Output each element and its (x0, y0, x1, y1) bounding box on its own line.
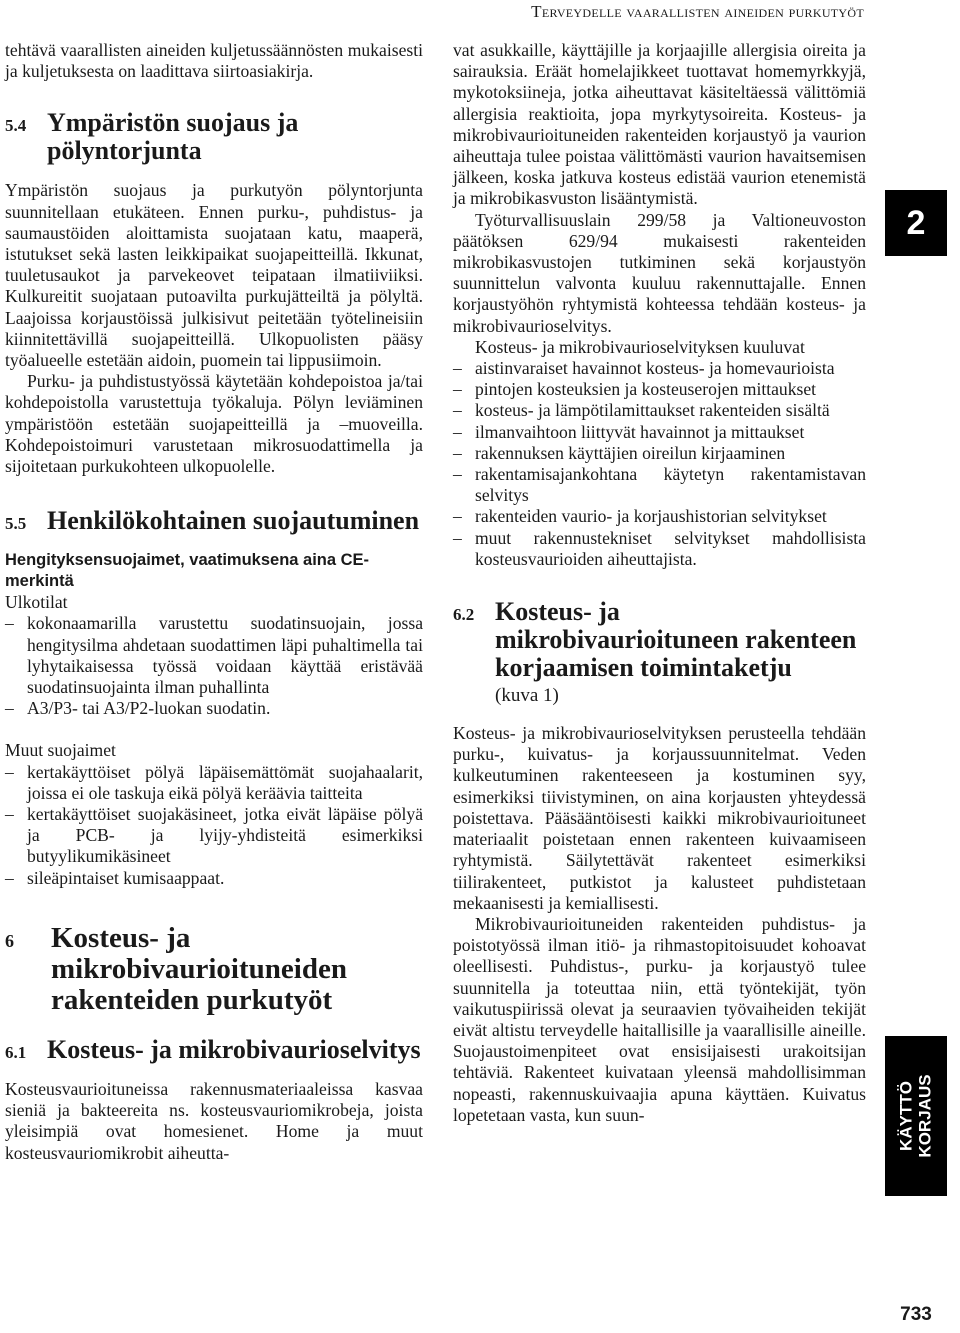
section-title: Henkilökohtainen suojautuminen (47, 506, 420, 536)
paragraph: Mikrobivaurioituneiden rakenteiden puhdistus- ja poistotyössä ilman itiö- ja rihmastopitoisuudet kohoavat oleellisesti. Puhdistus-, purku- ja korjaustyö tulee suunnitella ja toteuttaa niin, että työntekijät, työn vaikutuspiirissä olevat ja seuraavien työvaiheiden tekijät eivät altistu terveydelle haitallisille ja vaarallisille aineille. Suojaustoimenpiteet ovat ensisijaisesti urakoitsijan tehtäviä. Rakenteet kuivataan yleensä mahdollisimman nopeasti, rakennuskuivaajia apuna käyttäen. Kuivatus lopetetaan vasta, kun suun- (453, 913, 866, 1125)
list-item: – kertakäyttöiset suojakäsineet, jotka eivät läpäise pölyä ja PCB- ja lyijy-yhdisteitä esimerkiksi butyylikumikäsineet (5, 804, 423, 867)
section-title: Kosteus- ja mikrobivaurioituneen rakenteen korjaamisen toimintaketju (kuva 1) (495, 598, 866, 708)
other-protection-list (5, 762, 423, 889)
list-item: – kertakäyttöiset pölyä läpäisemättömät suojahaalarit, joissa ei ole taskuja eikä pölyä keräävia taitteita (5, 761, 423, 803)
list-item: – aistinvaraiset havainnot kosteus- ja homevaurioista (453, 358, 835, 379)
list-label: Muut suojaimet (5, 740, 116, 761)
paragraph: Ympäristön suojaus ja purkutyön pölyntorjunta suunnitellaan etukäteen. Ennen purku-, puhdistus- ja saumaustöiden aloittamista suojataan katu, maaperä, istutukset sekä lasten leikkipaikat suojapeitteillä. Ikkunat, tuuletusaukot ja parvekeovet teipataan ilmatiiviiksi. Kulkureitit suojataan putoavilta purkujätteiltä ja pölyltä. Laajoissa korjaustöissä julkisivut peitetään työtelineisiin kiinnitettävillä suojapeitteillä. Ulkopuolisten pääsy työalueelle estetään aidoin, puomein tai lippusiimoin. (5, 180, 423, 371)
list-label: Ulkotilat (5, 592, 68, 613)
list-item: – kokonaamarilla varustettu suodatinsuojain, jossa hengitysilma ahdetaan suodattimen läpi puhaltimella tai lyhytaikaisessa työssä voidaan käyttää eristävää suodatinsuojainta ilman puhallinta (5, 613, 423, 698)
left-column (5, 40, 423, 1164)
page-number: 733 (900, 1304, 932, 1325)
figure-reference: (kuva 1) (495, 685, 559, 707)
section-heading-6-2 (453, 598, 866, 708)
list-item: – rakentamisajankohtana käytetyn rakentamistavan selvitys (453, 464, 866, 506)
chapter-number: 6 (5, 930, 14, 951)
list-item: – ilmanvaihtoon liittyvät havainnot ja mittaukset (453, 421, 805, 442)
list-item: – A3/P3- tai A3/P2-luokan suodatin. (5, 698, 271, 719)
section-heading-5-4 (5, 109, 423, 165)
list-item: – muut rakennustekniset selvitykset mahdollisista kosteusvaurioiden aiheuttajista. (453, 527, 866, 569)
section-number: 6.1 (5, 1042, 27, 1062)
chapter-tab: 2 (885, 190, 947, 256)
list-item: – sileäpintaiset kumisaappaat. (5, 867, 225, 888)
paragraph: Kosteus- ja mikrobivaurioselvityksen kuuluvat (475, 336, 805, 357)
paragraph: Työturvallisuuslain 299/58 ja Valtioneuvoston päätöksen 629/94 mukaisesti rakenteiden mikrobikasvustojen tutkiminen sekä korjaustyön suunnittelun valvonta kuuluu rakennuttajalle. Ennen korjaustyöhön ryhtymistä kohteessa tehdään kosteus- ja mikrobivaurioselvitys. (453, 209, 866, 336)
section-tab-line: KORJAUS (916, 1074, 935, 1158)
chapter-title: Kosteus- ja mikrobivaurioituneiden rakenteiden purkutyöt (51, 921, 347, 1016)
paragraph: Kosteus- ja mikrobivaurioselvityksen perusteella tehdään purku-, kuivatus- ja korjaussuunnitelmat. Veden kulkeutuminen rakenteeseen ja kostuminen syy, esimerkiksi tiivistyminen, on aina korjausten yhteydessä poistettava. Pääsääntöisesti kaikki mikrobivaurioituneet materiaalit poistetaan ennen rakenteen kuivaamiseen ryhtymistä. Säilytettävät rakenteet esimerkiksi tiilirakenteet, putkistot ja kalusteet puhdistetaan mekaanisesti ja kemiallisesti. (453, 723, 866, 913)
list-item: – kosteus- ja lämpötilamittaukset rakenteiden sisältä (453, 400, 830, 421)
survey-list (453, 358, 866, 570)
section-title: Kosteus- ja mikrobivaurioselvitys (47, 1034, 421, 1064)
paragraph: Kosteusvaurioituneissa rakennusmateriaaleissa kasvaa sieniä ja bakteereita ns. kosteusvauriomikrobeja, joista yleisimpiä ovat homesienet. Home ja muut kosteusvauriomikrobit aiheutta- (5, 1078, 423, 1163)
outdoor-list (5, 613, 423, 719)
sub-heading: Hengityksensuojaimet, vaatimuksena aina CE-merkintä (5, 551, 370, 591)
list-item: – rakenteiden vaurio- ja korjaushistorian selvitykset (453, 506, 827, 527)
right-column (453, 40, 866, 1126)
section-title: Ympäristön suojaus ja pölyntorjunta (47, 108, 299, 166)
list-item: – pintojen kosteuksien ja kosteuserojen mittaukset (453, 379, 817, 400)
section-heading-6-1 (5, 1036, 423, 1064)
running-head: Terveydelle vaarallisten aineiden purkutyöt (531, 2, 864, 21)
section-number: 5.4 (5, 116, 27, 136)
paragraph: vat asukkaille, käyttäjille ja korjaajille allergisia oireita ja sairauksia. Eräät homelajikkeet tuottavat homemyrkkyjä, mykotoksiineja, jotka aiheuttavat käsiteltäessä välittömiä allergisia reaktioita, jopa myrkytysoireita. Kosteus- ja mikrobivaurioituneiden rakenteiden korjaustyö ja vaurion aiheuttaja tulee poistaa välittömästi vaurion havaitsemisen jälkeen, koska jatkuva kosteus edistää vaurion etenemistä ja mikrobikasvuston lisääntymistä. (453, 40, 866, 209)
section-tab (885, 1036, 947, 1196)
section-number: 6.2 (453, 605, 475, 625)
intro-paragraph: tehtävä vaarallisten aineiden kuljetussäännösten mukaisesti ja kuljetuksesta on laadittava siirtoasiakirja. (5, 40, 423, 82)
section-heading-5-5 (5, 507, 423, 535)
chapter-heading-6 (5, 923, 423, 1016)
paragraph: Purku- ja puhdistustyössä käytetään kohdepoistoa ja/tai kohdepoistolla varustettuja työkaluja. Pölyn leviäminen ympäristöön estetään suojapeitteillä ja –muoveilla. Kohdepoistoimuri varustetaan mikrosuodattimella ja sijoitetaan purkukohteen ulkopuolelle. (5, 371, 423, 477)
section-number: 5.5 (5, 514, 27, 534)
section-tab-line: KÄYTTÖ (897, 1081, 916, 1151)
list-item: – rakennuksen käyttäjien oireilun kirjaaminen (453, 442, 786, 463)
